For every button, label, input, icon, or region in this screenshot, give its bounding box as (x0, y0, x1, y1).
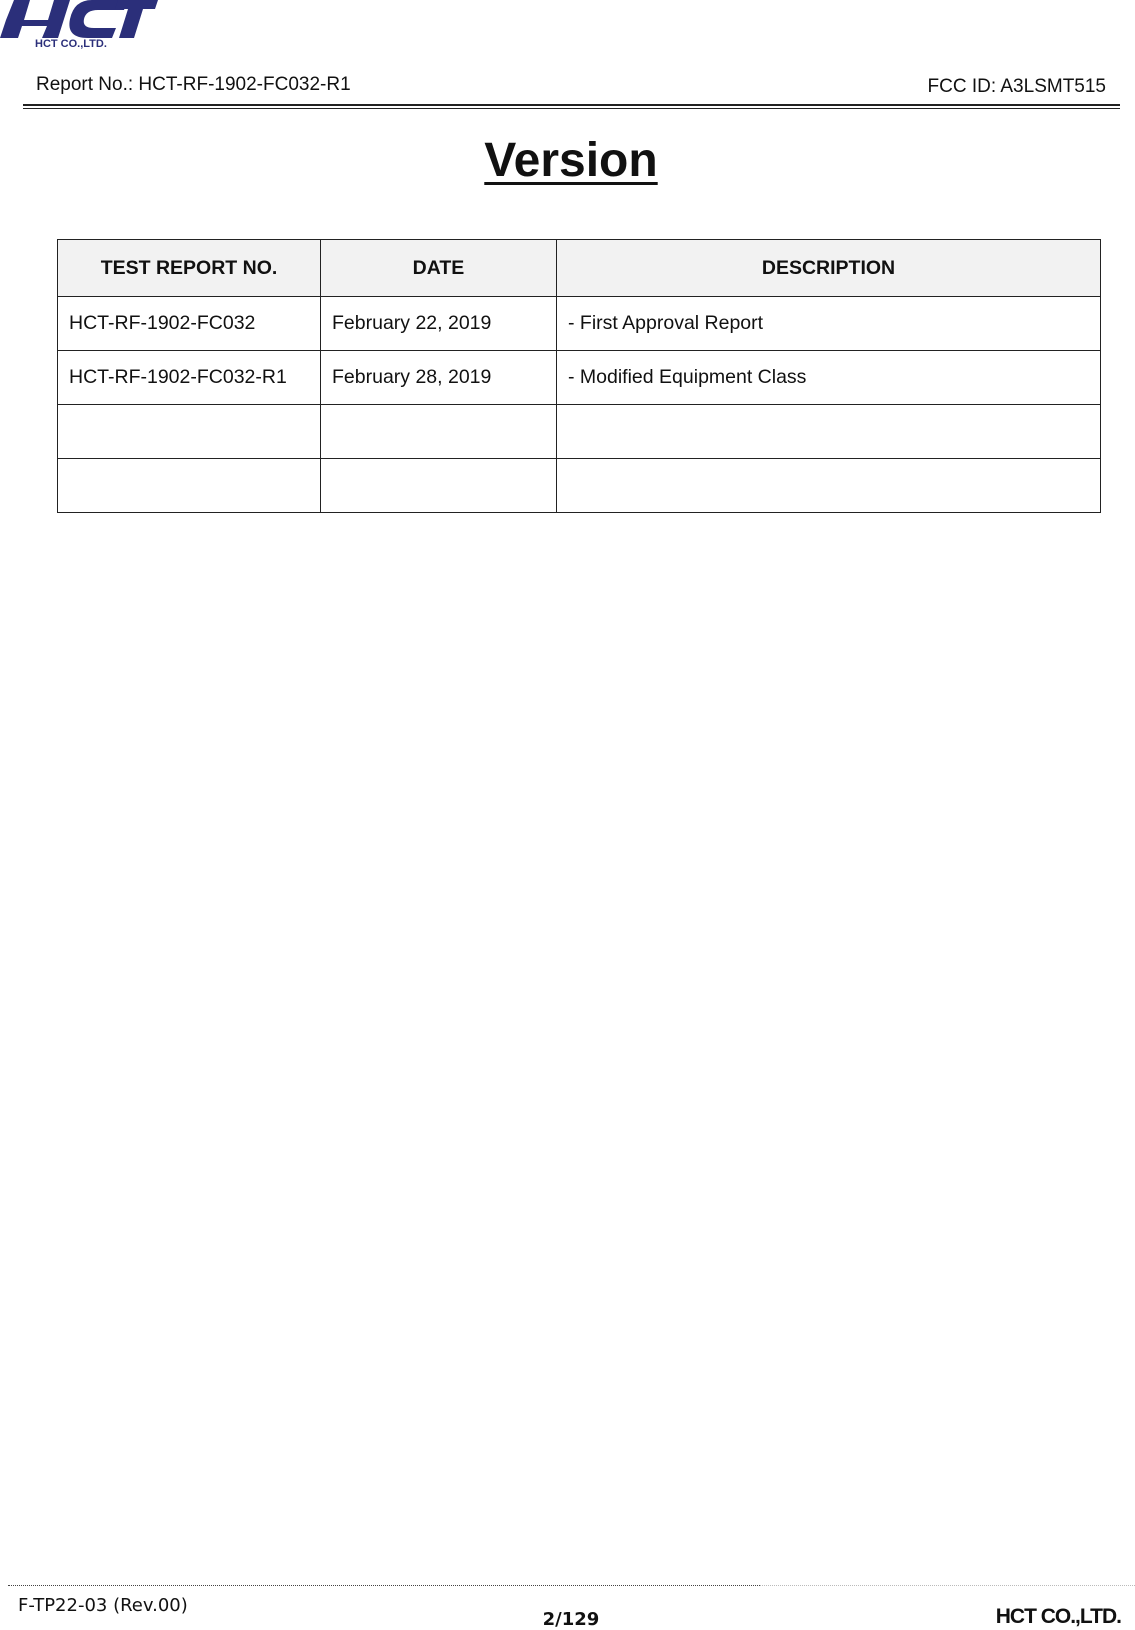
version-table (57, 239, 1101, 513)
cell-date: February 28, 2019 (321, 351, 557, 405)
cell-report-no: HCT-RF-1902-FC032-R1 (58, 351, 321, 405)
cell-description (557, 405, 1101, 459)
cell-date (321, 459, 557, 513)
table-row (58, 297, 1101, 351)
cell-description: - Modified Equipment Class (557, 351, 1101, 405)
column-header-date: DATE (321, 240, 557, 297)
cell-date (321, 405, 557, 459)
table-row-empty (58, 459, 1101, 513)
page-number: 2/129 (542, 1609, 600, 1630)
report-number: Report No.: HCT-RF-1902-FC032-R1 (36, 74, 351, 95)
column-header-description: DESCRIPTION (557, 240, 1101, 297)
page-title: Version (484, 134, 658, 187)
cell-description: - First Approval Report (557, 297, 1101, 351)
table-row-empty (58, 405, 1101, 459)
cell-date: February 22, 2019 (321, 297, 557, 351)
cell-report-no (58, 405, 321, 459)
cell-report-no: HCT-RF-1902-FC032 (58, 297, 321, 351)
header-rule-thin (23, 108, 1120, 109)
table-row (58, 351, 1101, 405)
form-code: F-TP22-03 (Rev.00) (18, 1595, 188, 1616)
cell-description (557, 459, 1101, 513)
fcc-id: FCC ID: A3LSMT515 (927, 76, 1106, 97)
column-header-report-no: TEST REPORT NO. (58, 240, 321, 297)
header-rule (23, 104, 1120, 106)
footer-company-logo: HCT CO.,LTD. (995, 1605, 1121, 1628)
cell-report-no (58, 459, 321, 513)
footer-rule (8, 1585, 760, 1586)
footer-rule-light (760, 1585, 1135, 1586)
table-header-row (58, 240, 1101, 297)
logo-subtext: HCT CO.,LTD. (35, 38, 107, 50)
